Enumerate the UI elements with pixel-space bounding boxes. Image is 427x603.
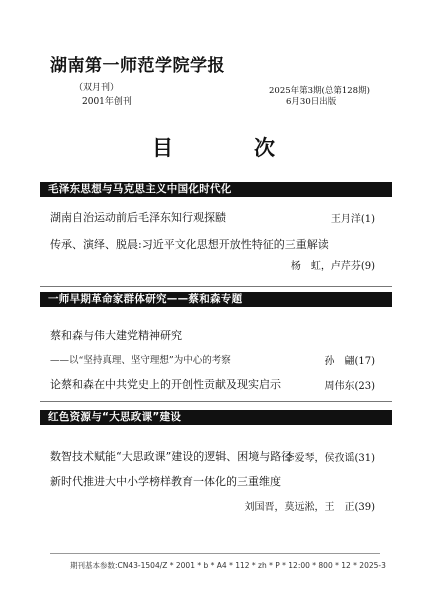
article-author-1: 王月洋(1)	[330, 214, 375, 225]
page-title: 目 次	[152, 135, 305, 160]
article-author-6: 刘国晋，莫远淞，王 正(39)	[244, 502, 375, 513]
journal-founded: 2001年创刊	[82, 97, 132, 107]
publish-date: 6月30日出版	[286, 97, 337, 107]
section-heading-3: 红色资源与“大思政课”建设	[40, 410, 392, 425]
article-subtitle-3: ——以“坚持真理、坚守理想”为中心的考察	[50, 355, 231, 366]
article-title-1[interactable]: 湖南自治运动前后毛泽东知行观探赜	[50, 211, 226, 224]
footer-parameters: 期刊基本参数:CN43-1504/Z * 2001 * b * A4 * 112 * zh * P * 12:00 * 800 * 12 * 2025-3	[70, 561, 386, 570]
article-author-2: 杨 虹，卢芹芬(9)	[290, 261, 375, 272]
article-author-3: 孙 翩(17)	[324, 356, 375, 367]
footer-divider	[50, 553, 380, 554]
article-title-2[interactable]: 传承、演绎、脱晨:习近平文化思想开放性特征的三重解读	[50, 238, 329, 251]
section-divider	[40, 286, 392, 287]
article-title-4[interactable]: 论蔡和森在中共党史上的开创性贡献及现实启示	[50, 378, 281, 391]
article-title-6[interactable]: 新时代推进大中小学榜样教育一体化的三重维度	[50, 475, 281, 488]
journal-name: 湖南第一师范学院学报	[50, 56, 225, 76]
article-author-5: 李爱琴，侯孜谣(31)	[284, 453, 375, 464]
section-heading-2: 一师早期革命家群体研究——蔡和森专题	[40, 292, 392, 307]
section-divider	[40, 401, 392, 402]
article-author-4: 周伟东(23)	[324, 381, 375, 392]
article-title-5[interactable]: 数智技术赋能“大思政课”建设的逻辑、困境与路径	[50, 450, 293, 463]
journal-frequency: （双月刊）	[74, 83, 120, 93]
section-heading-1: 毛泽东思想与马克思主义中国化时代化	[40, 182, 392, 197]
issue-number: 2025年第3期(总第128期)	[269, 86, 370, 96]
article-title-3[interactable]: 蔡和森与伟大建党精神研究	[50, 329, 182, 342]
